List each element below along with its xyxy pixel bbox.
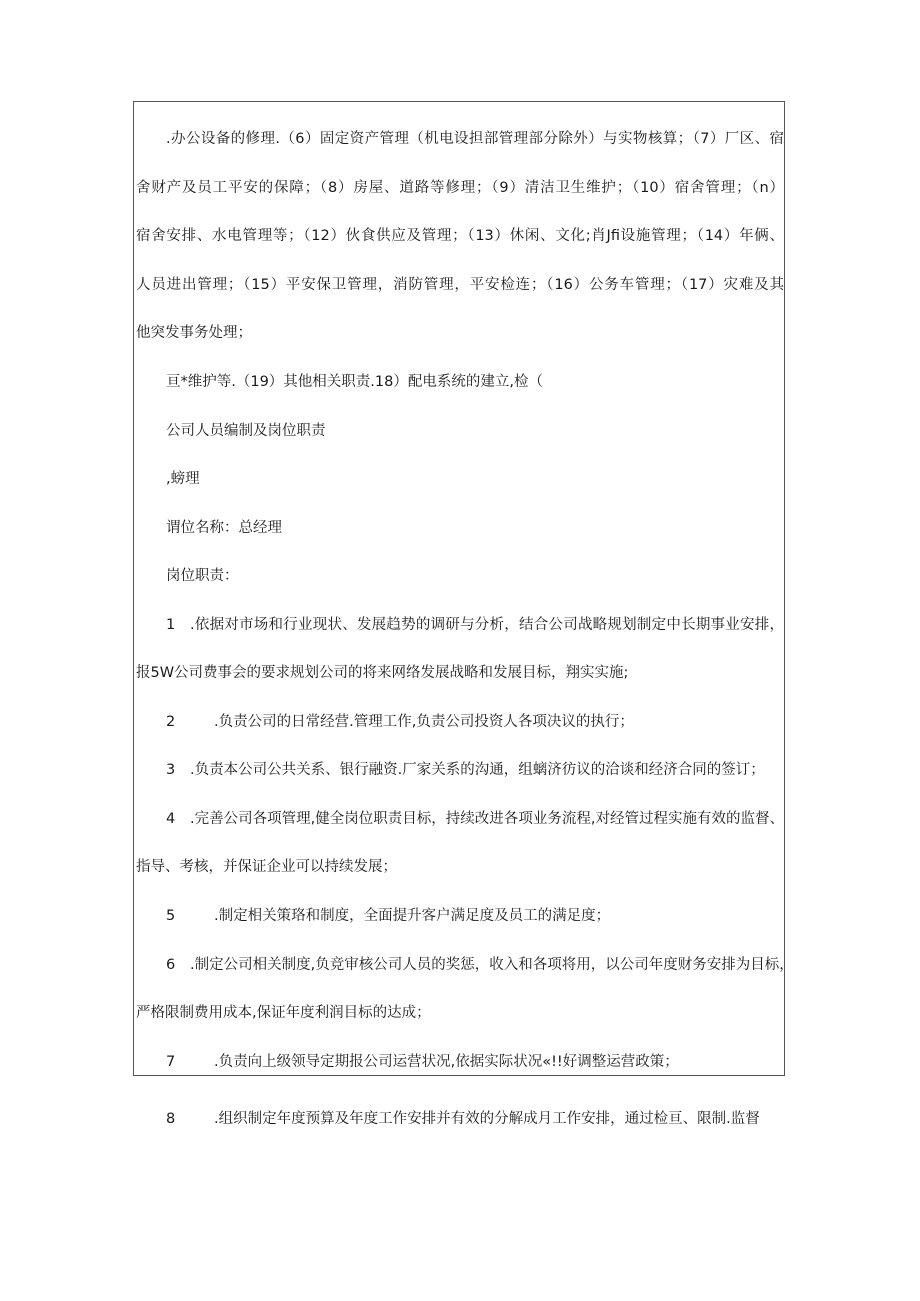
content-frame <box>133 101 794 1076</box>
item-number: 4 <box>166 811 176 827</box>
section-heading: 公司人员编制及岗位职责 <box>166 423 326 439</box>
list-item-text: .负责公司的日常经营.管理工作,负责公司投资人各项决议的执行； <box>214 714 634 730</box>
list-item-text: .负责向上级领导定期报公司运营状况,依据实际状况«!!好调整运营政策； <box>214 1054 679 1070</box>
text-line: 舍财产及员工平安的保障；（8）房屋、道路等修理；（9）清洁卫生维护；（10）宿舍管理；（n） <box>136 180 784 196</box>
text-line: 宿舍安排、水电管理等；（12）伙食供应及管理；（13）休闲、文化;肖Jfi设施管理；（14）年俩、 <box>136 228 784 244</box>
text-line: 他突发事务处理； <box>136 325 252 341</box>
list-item-text: .完善公司各项管理,健全岗位职责目标，持续改进各项业务流程,对经管过程实施有效的监督、 <box>190 811 784 827</box>
list-item-text: 严格限制费用成本,保证年度利润目标的达成； <box>136 1005 431 1021</box>
item-number: 2 <box>166 714 176 730</box>
list-item-text: .制定相关策珞和制度，全面提升客户满足度及员工的满足度； <box>214 908 611 924</box>
text-line: .办公设备的修理.（6）固定资产管理（机电设担部管理部分除外）与实物核算；（7）厂区、宿 <box>166 131 784 147</box>
position-name: 谓位名称：总经理 <box>166 520 282 536</box>
item-number: 6 <box>166 957 176 973</box>
text-line: 亘*维护等.（19）其他相关职责.18）配电系统的建立,检（ <box>166 374 543 390</box>
text-line: 人员进出管理；（15）平安保卫管理，消防管理，平安检连；（16）公务车管理；（17）灾难及其 <box>136 277 784 293</box>
item-number: 1 <box>166 617 176 633</box>
list-item-text: .组织制定年度预算及年度工作安排并有效的分解成月工作安排，通过检亘、限制.监督 <box>214 1111 760 1127</box>
list-item-text: .负责本公司公共关系、银行融资.厂家关系的沟通，组螭济彷议的洽谈和经济合同的签订； <box>190 762 765 778</box>
list-item-text: .制定公司相关制度,负竞审核公司人员的奖惩，收入和各项将用，以公司年度财务安排为目标， <box>190 957 794 973</box>
item-number: 3 <box>166 762 176 778</box>
list-item-text: .依据对市场和行业现状、发展趋势的调研与分析，结合公司战略规划制定中长期事业安排， <box>190 617 784 633</box>
item-number: 8 <box>166 1111 176 1127</box>
item-number: 5 <box>166 908 176 924</box>
list-item-text: 报5W公司费事会的要求规划公司的将来网络发展战略和发展目标，翔实实施; <box>136 665 629 681</box>
item-number: 7 <box>166 1054 176 1070</box>
duties-label: 岗位职责： <box>166 568 239 584</box>
text-line: ,螃理 <box>166 471 200 487</box>
list-item-text: 指导、考核，并保证企业可以持续发展； <box>136 859 397 875</box>
